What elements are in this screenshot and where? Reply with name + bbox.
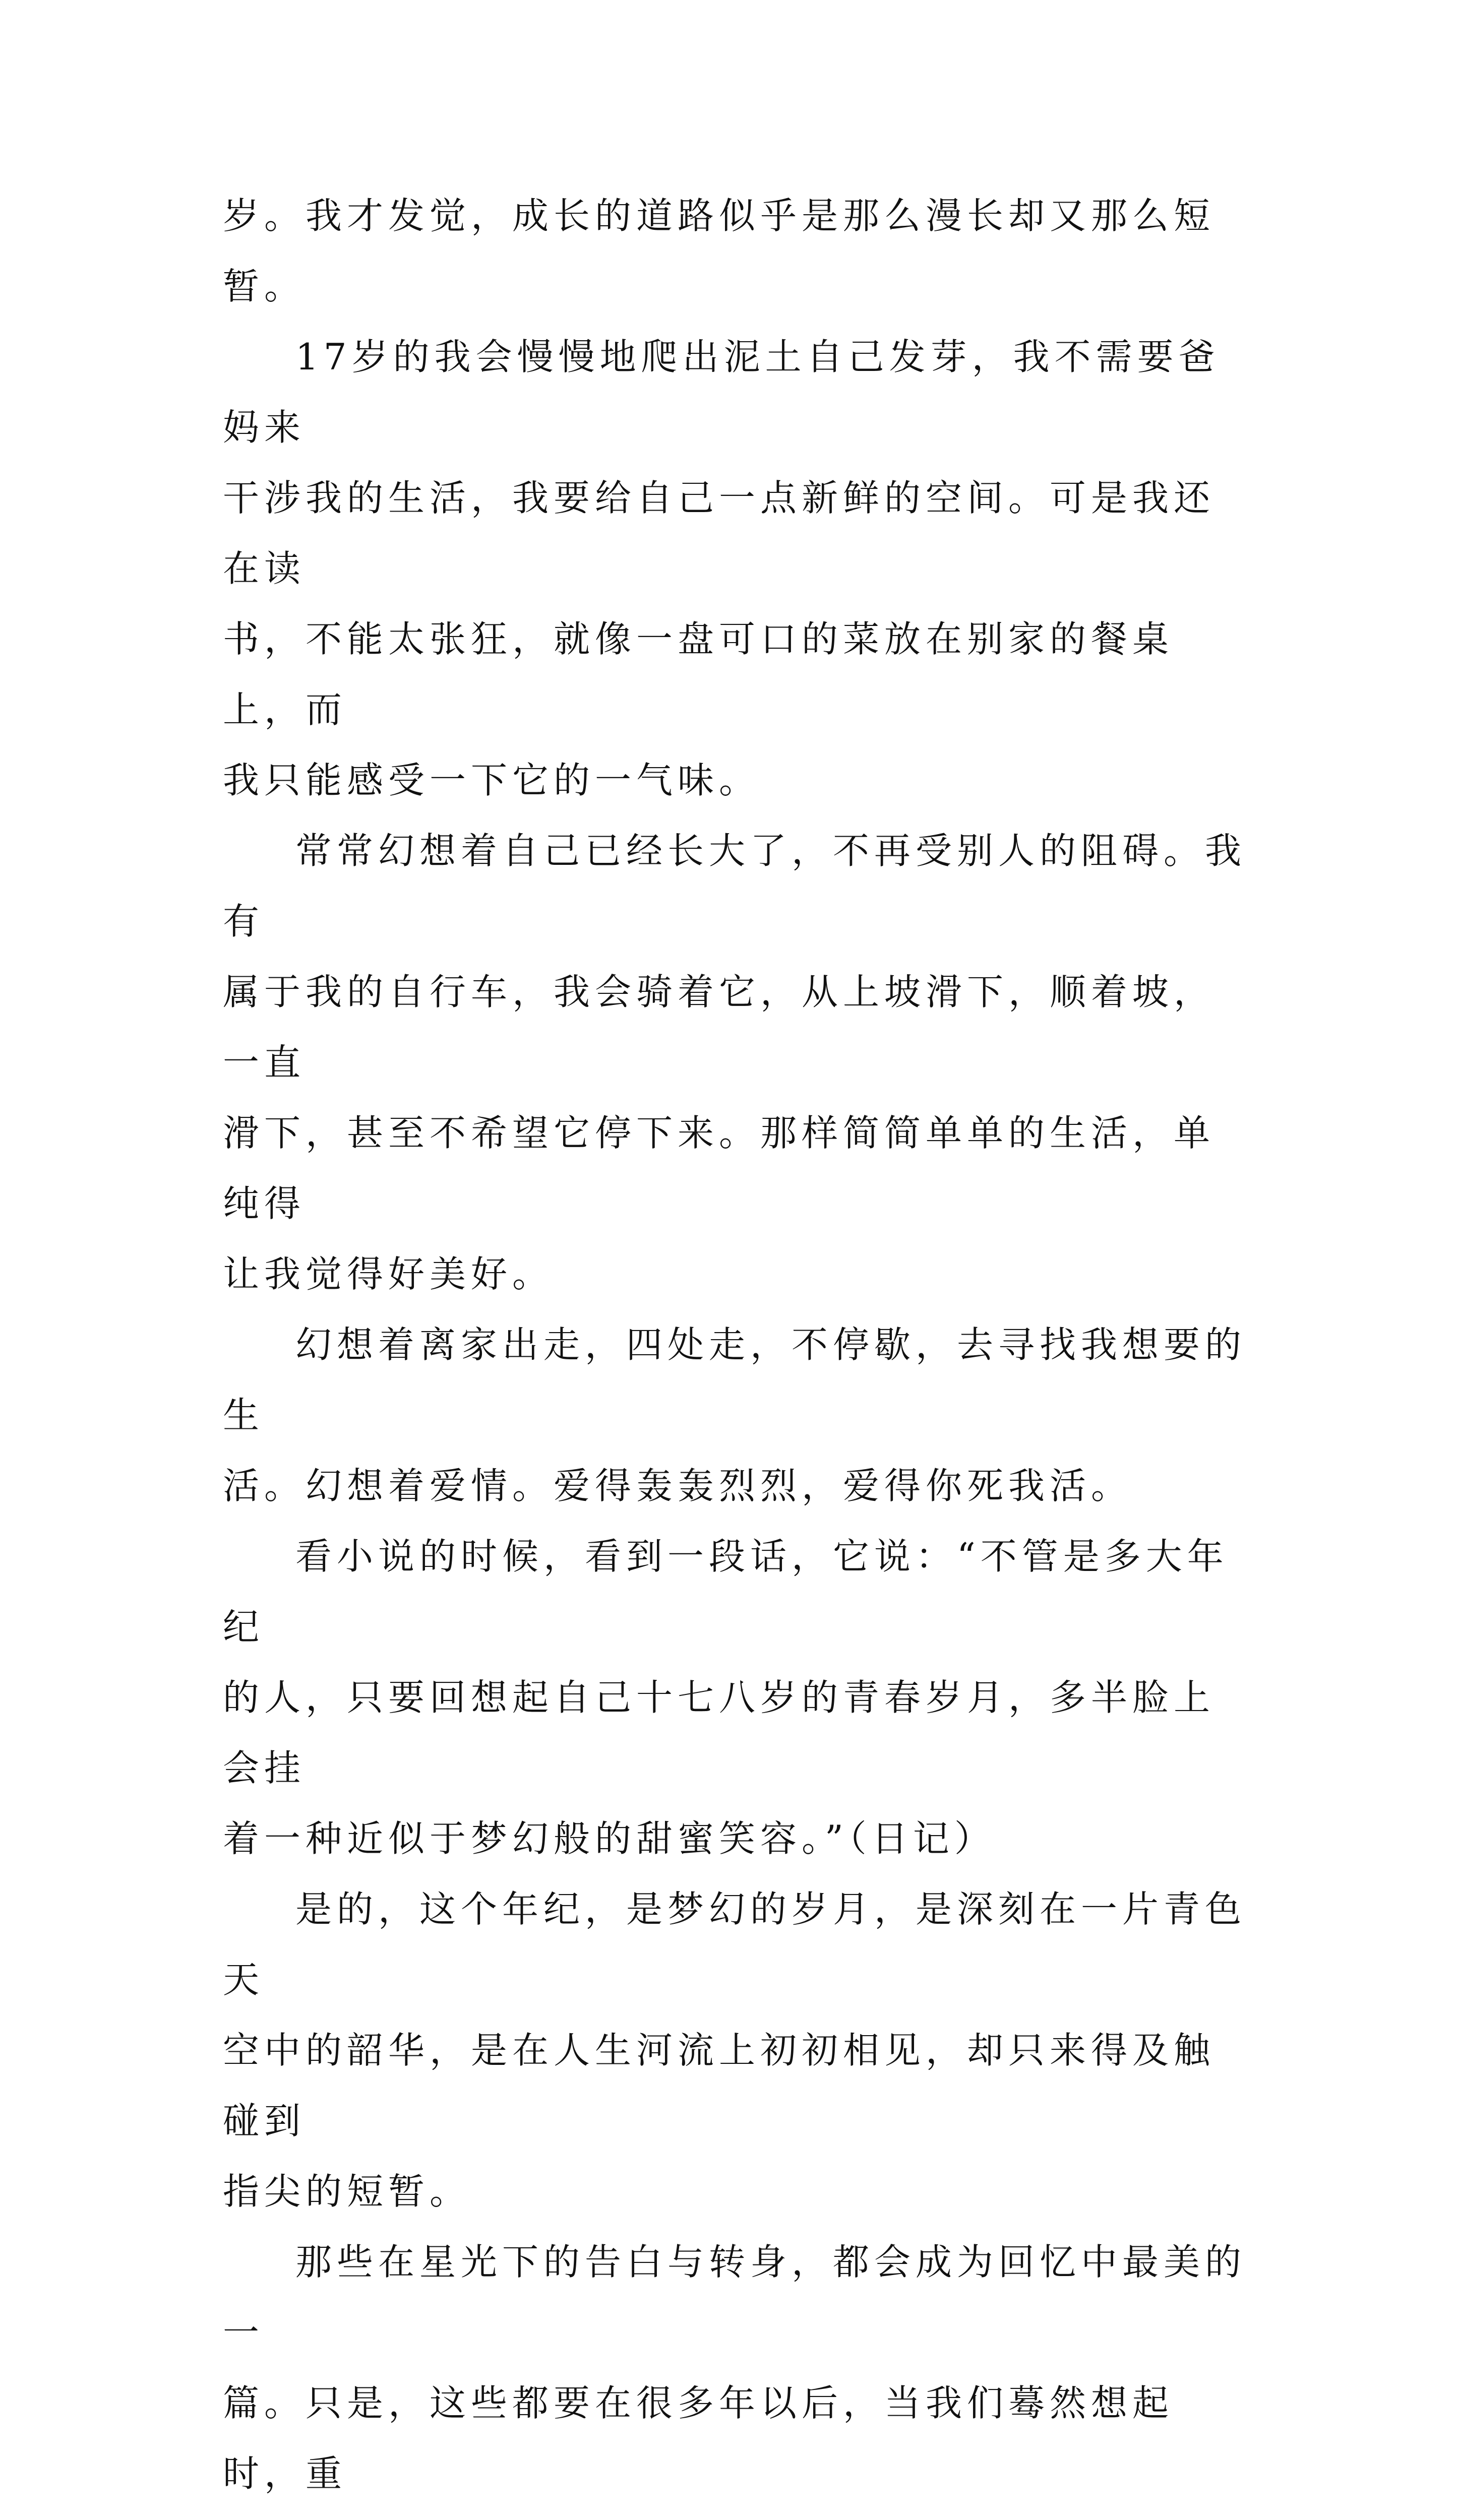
paragraph-4: 幻想着离家出走，四处走，不停歇，去寻找我想要的生 活。幻想着爱情。爱得轰轰烈烈，爱得你死我活。 bbox=[223, 1324, 1247, 1507]
paragraph-7: 那些在星光下的告白与转身，都会成为回忆中最美的一 篇。只是，这些都要在很多年以后，当我们蓦然想起时，重 bbox=[223, 2241, 1247, 2495]
paragraph-5: 看小说的时候，看到一段话，它说：“不管是多大年纪 的人，只要回想起自己十七八岁的青春岁月，多半脸上会挂 着一种近似于梦幻般的甜蜜笑容。”（日记） bbox=[223, 1535, 1229, 1860]
paragraph-2: 17岁的我会慢慢地爬出泥土自己发芽，我不需要爸妈来 干涉我的生活，我要给自己一点新鲜的空间。可是我还在读 书，不能太张狂，就像一盘可口的菜放在别家的餐桌上，而 我只能感受一下它的一气味。 bbox=[223, 336, 1220, 801]
paragraph-1: 岁。我才发觉，成长的道路似乎是那么漫长却又那么短暂。 bbox=[223, 195, 1215, 307]
paragraph-6: 是的，这个年纪，是梦幻的岁月，是深刻在一片青色天 空中的韶华，是在人生河流上初初相见，却只来得及触碰到 指尖的短暂。 bbox=[223, 1888, 1247, 2213]
document-body bbox=[223, 180, 1255, 2520]
paragraph-3: 常常幻想着自己已经长大了，不再受别人的阻碍。我有 属于我的自行车，我会骑着它，从上坡滑下，顺着坡，一直 滑下，甚至不希望它停下来。那样简简单单的生活，单纯得 让我觉得好美好。 bbox=[223, 830, 1247, 1295]
